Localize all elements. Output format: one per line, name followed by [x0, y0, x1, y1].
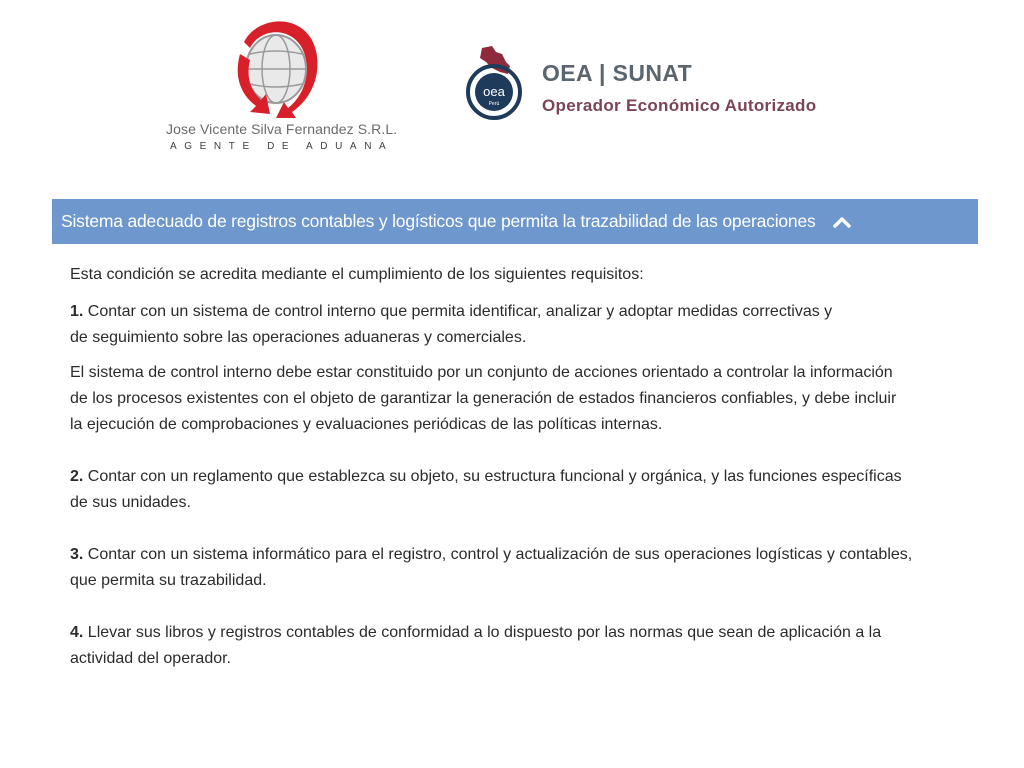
oea-title: OEA | SUNAT	[542, 60, 693, 86]
detail-line: la ejecución de comprobaciones y evaluaciones periódicas de las políticas internas.	[70, 416, 663, 433]
globe-arrow-logo-icon	[226, 14, 320, 124]
chevron-up-icon[interactable]	[832, 215, 852, 229]
requirement-3	[70, 542, 970, 594]
requirement-2	[70, 464, 970, 516]
detail-line: de los procesos existentes con el objeto de garantizar la generación de estados financieros confiables, y debe incluir	[70, 390, 897, 407]
oea-subtitle: Operador Económico Autorizado	[542, 96, 817, 115]
requirement-line: Llevar sus libros y registros contables de conformidad a lo dispuesto por las normas que sean de aplicación a la	[87, 624, 882, 641]
requirement-line: Contar con un sistema de control interno que permita identificar, analizar y adoptar medidas correctivas y	[87, 303, 833, 320]
requirement-number: 1.	[70, 303, 84, 320]
accordion-content	[70, 262, 970, 698]
requirement-line: Contar con un reglamento que establezca su objeto, su estructura funcional y orgánica, y las funciones específicas	[87, 468, 902, 485]
accordion-header[interactable]	[52, 199, 978, 244]
requirement-line: actividad del operador.	[70, 650, 231, 667]
requirement-number: 3.	[70, 546, 84, 563]
requirement-line: que permita su trazabilidad.	[70, 572, 267, 589]
requirement-number: 2.	[70, 468, 84, 485]
seal-small-text: Perú	[488, 101, 500, 107]
requirement-4	[70, 620, 970, 672]
requirement-line: de seguimiento sobre las operaciones aduaneras y comerciales.	[70, 329, 527, 346]
requirement-line: de sus unidades.	[70, 494, 191, 511]
agency-logo	[160, 10, 400, 160]
agency-company-name: Jose Vicente Silva Fernandez S.R.L.	[166, 121, 398, 137]
agency-subtitle: AGENTE DE ADUANA	[170, 141, 394, 152]
requirement-1-detail	[70, 360, 970, 438]
requirement-number: 4.	[70, 624, 84, 641]
accordion-title: Sistema adecuado de registros contables y logísticos que permita la trazabilidad de las operaciones	[61, 211, 816, 231]
intro-text: Esta condición se acredita mediante el cumplimiento de los siguientes requisitos:	[70, 266, 644, 283]
requirement-line: Contar con un sistema informático para el registro, control y actualización de sus operaciones logísticas y contables,	[87, 546, 913, 563]
detail-line: El sistema de control interno debe estar constituido por un conjunto de acciones orientado a controlar la información	[70, 364, 893, 381]
peru-map-seal-icon	[462, 44, 526, 124]
seal-text: oea	[483, 84, 505, 99]
oea-logo	[460, 44, 890, 130]
requirement-1	[70, 299, 970, 351]
